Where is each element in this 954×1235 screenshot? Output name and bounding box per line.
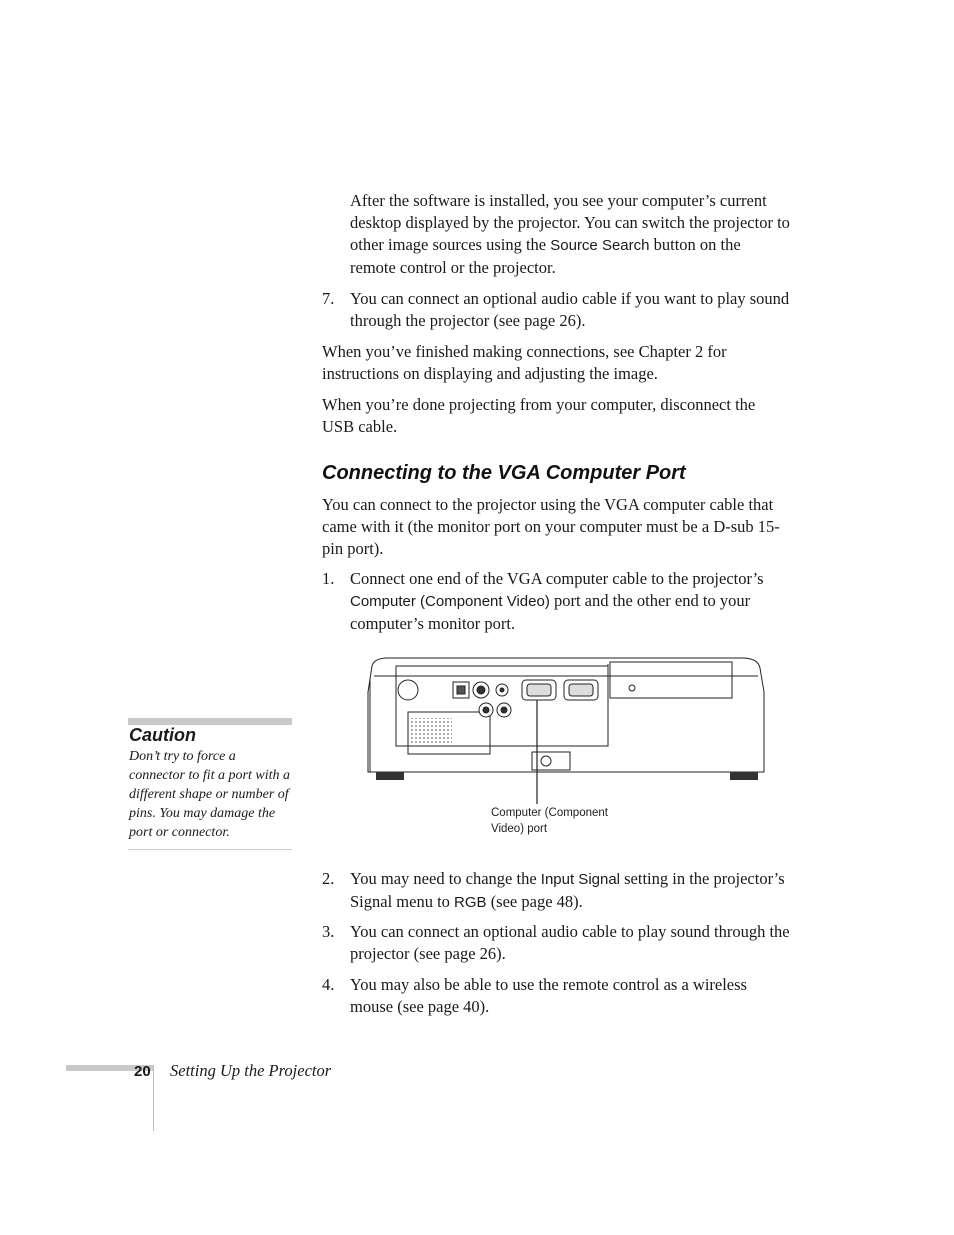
step-2-number: 2. bbox=[322, 869, 335, 888]
finished-paragraph: When you’ve finished making connections, see Chapter 2 for instructions on displaying and adjusting the image. bbox=[322, 342, 727, 383]
rgb-term: RGB bbox=[454, 894, 487, 911]
step-4-number: 4. bbox=[322, 975, 335, 994]
speaker-grille-icon bbox=[410, 718, 452, 746]
done-paragraph: When you’re done projecting from your computer, disconnect the USB cable. bbox=[322, 395, 756, 436]
monitor-out-port-icon bbox=[564, 680, 598, 700]
diagram-callout: Computer (Component Video) port bbox=[491, 807, 608, 835]
caution-title: Caution bbox=[129, 725, 196, 745]
projector-feet bbox=[376, 772, 758, 780]
step-4-text: You may also be able to use the remote control as a wireless mouse (see page 40). bbox=[350, 975, 747, 1016]
section-intro: You can connect to the projector using the VGA computer cable that came with it (the monitor port on your computer must be a D-sub 15-pin port). bbox=[322, 495, 780, 558]
caution-divider bbox=[128, 849, 292, 850]
computer-port-term: Computer (Component Video) bbox=[350, 593, 550, 610]
step-1-text: Connect one end of the VGA computer cable to the projector’s Computer (Component Video) port and the other end to your computer’s monitor port. bbox=[350, 569, 764, 633]
footer-divider bbox=[153, 1065, 154, 1131]
footer-title: Setting Up the Projector bbox=[170, 1061, 332, 1080]
screw-icon bbox=[629, 685, 635, 691]
step-2-text: You may need to change the Input Signal setting in the projector’s Signal menu to RGB (see page 48). bbox=[350, 869, 785, 911]
section-heading: Connecting to the VGA Computer Port bbox=[322, 462, 686, 484]
step-1-number: 1. bbox=[322, 569, 335, 588]
intro-paragraph: After the software is installed, you see your computer’s current desktop displayed by the projector. You can switch the projector to other image sources using the Source Search button on the remote control or the projector. bbox=[350, 191, 790, 277]
power-inlet-icon bbox=[532, 752, 570, 770]
step-3-text: You can connect an optional audio cable to play sound through the projector (see page 26). bbox=[350, 922, 790, 963]
step-3-number: 3. bbox=[322, 922, 335, 941]
step-7-text: You can connect an optional audio cable if you want to play sound through the projector (see page 26). bbox=[350, 289, 790, 330]
computer-component-video-port-icon bbox=[522, 680, 556, 700]
caution-bar bbox=[128, 718, 292, 725]
step-7-number: 7. bbox=[322, 289, 335, 308]
source-search-term: Source Search bbox=[550, 237, 650, 254]
page-number: 20 bbox=[134, 1063, 151, 1080]
caution-text: Don’t try to force a connector to fit a port with a different shape or number of pins. You may damage the port or connector. bbox=[129, 749, 290, 840]
audio-port-icon bbox=[398, 680, 418, 700]
usb-port-icon bbox=[453, 682, 469, 698]
projector-back-panel-diagram bbox=[362, 652, 768, 812]
input-signal-term: Input Signal bbox=[540, 871, 621, 888]
